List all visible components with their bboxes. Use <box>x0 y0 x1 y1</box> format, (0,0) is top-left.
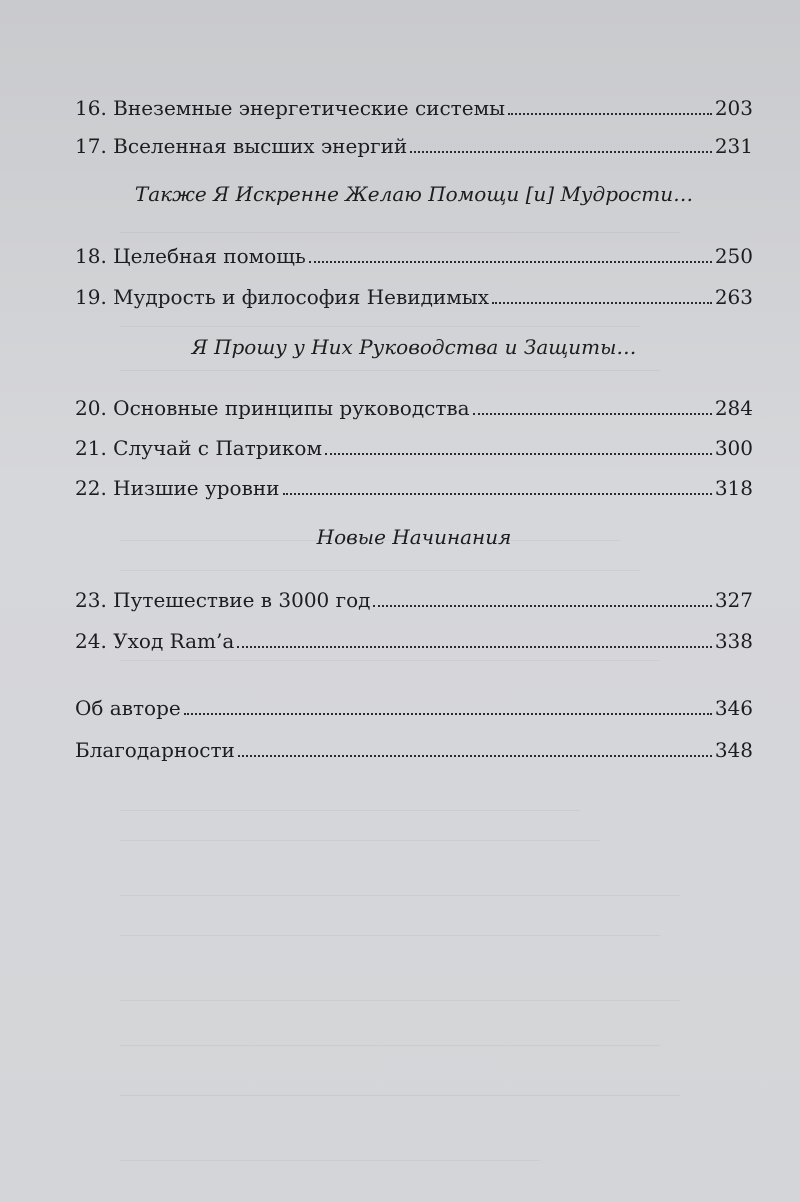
toc-entry-title: 18. Целебная помощь <box>75 244 306 268</box>
toc-page-number: 203 <box>714 96 753 120</box>
toc-entry-title: 23. Путешествие в 3000 год <box>75 588 371 612</box>
dot-leader <box>410 151 712 153</box>
dot-leader <box>508 113 712 115</box>
section-heading: Также Я Искренне Желаю Помощи [и] Мудрости… <box>134 182 694 206</box>
section-heading: Я Прошу у Них Руководства и Защиты… <box>191 335 637 359</box>
toc-entry[interactable] <box>75 124 753 158</box>
toc-entry-title: 20. Основные принципы руководства <box>75 396 470 420</box>
dot-leader <box>237 646 712 648</box>
toc-entry[interactable] <box>75 619 753 653</box>
dot-leader <box>184 713 712 715</box>
toc-page-number: 284 <box>714 396 753 420</box>
toc-entry[interactable] <box>75 426 753 460</box>
dot-leader <box>238 755 712 757</box>
toc-entry[interactable] <box>75 275 753 309</box>
toc-entry[interactable] <box>75 466 753 500</box>
toc-page-number: 338 <box>714 629 753 653</box>
toc-entry[interactable] <box>75 728 753 762</box>
toc-page-number: 231 <box>714 134 753 158</box>
toc-entry-title: 21. Случай с Патриком <box>75 436 322 460</box>
toc-entry-title: 24. Уход Ram’a <box>75 629 235 653</box>
toc-entry[interactable] <box>75 686 753 720</box>
toc-entry[interactable] <box>75 386 753 420</box>
dot-leader <box>309 261 712 263</box>
dot-leader <box>325 453 712 455</box>
toc-page-number: 346 <box>714 696 753 720</box>
toc-entry-title: 19. Мудрость и философия Невидимых <box>75 285 489 309</box>
toc-entry-title: 16. Внеземные энергетические системы <box>75 96 506 120</box>
dot-leader <box>283 493 712 495</box>
toc-entry-title: Благодарности <box>75 738 235 762</box>
dot-leader <box>473 413 712 415</box>
dot-leader <box>492 302 712 304</box>
toc-entry-title: Об авторе <box>75 696 181 720</box>
toc-page-number: 318 <box>714 476 753 500</box>
toc-page-number: 263 <box>714 285 753 309</box>
dot-leader <box>373 605 711 607</box>
toc-page-number: 250 <box>714 244 753 268</box>
section-heading: Новые Начинания <box>316 525 512 549</box>
toc-entry[interactable] <box>75 578 753 612</box>
toc-page-number: 348 <box>714 738 753 762</box>
toc-page-number: 327 <box>714 588 753 612</box>
toc-entry[interactable] <box>75 86 753 120</box>
toc-page-number: 300 <box>714 436 753 460</box>
toc-entry-title: 17. Вселенная высших энергий <box>75 134 408 158</box>
toc-entry[interactable] <box>75 234 753 268</box>
toc-entry-title: 22. Низшие уровни <box>75 476 280 500</box>
